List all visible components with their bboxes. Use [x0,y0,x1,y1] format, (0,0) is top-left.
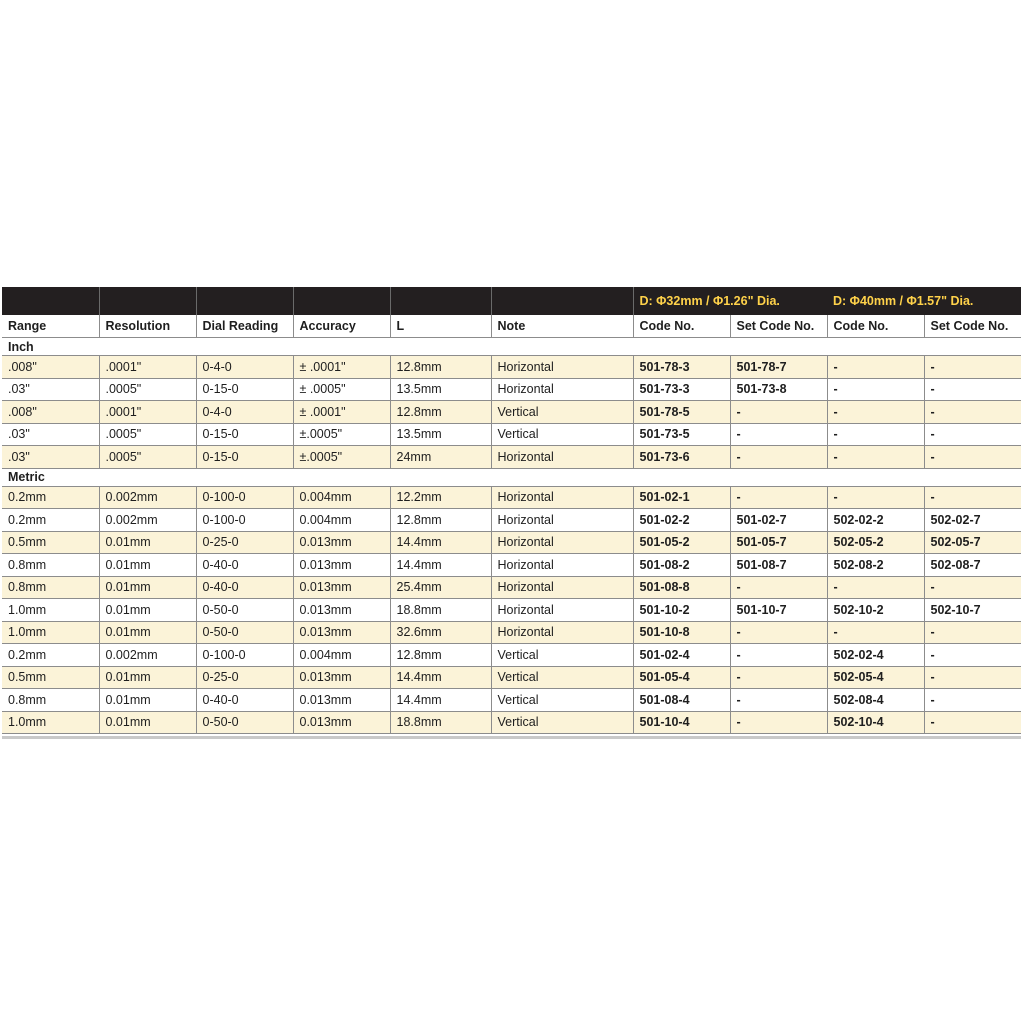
column-header-row [2,315,1021,338]
cell-l: 14.4mm [390,554,491,577]
cell-code-no-32: 501-78-3 [633,356,730,379]
blank-header-cell [491,287,633,315]
cell-note: Vertical [491,401,633,424]
cell-code-no-40: - [827,576,924,599]
cell-code-no-40: 502-10-2 [827,599,924,622]
cell-resolution: 0.01mm [99,711,196,734]
cell-l: 14.4mm [390,531,491,554]
cell-range: .03" [2,446,99,469]
cell-resolution: 0.01mm [99,599,196,622]
cell-l: 12.2mm [390,486,491,509]
cell-range: 0.8mm [2,689,99,712]
cell-code-no-32: 501-02-1 [633,486,730,509]
cell-resolution: 0.01mm [99,576,196,599]
cell-range: .03" [2,423,99,446]
cell-accuracy: ±.0005" [293,423,390,446]
cell-code-no-40: - [827,446,924,469]
cell-set-code-no-40: - [924,401,1021,424]
cell-accuracy: ± .0001" [293,401,390,424]
cell-range: 0.8mm [2,576,99,599]
cell-accuracy: 0.013mm [293,711,390,734]
cell-dial-reading: 0-25-0 [196,531,293,554]
cell-accuracy: 0.013mm [293,576,390,599]
cell-resolution: .0005" [99,446,196,469]
cell-set-code-no-32: - [730,711,827,734]
cell-accuracy: 0.013mm [293,689,390,712]
cell-range: 0.5mm [2,531,99,554]
cell-note: Vertical [491,423,633,446]
spec-table [2,287,1021,734]
cell-code-no-40: 502-05-2 [827,531,924,554]
column-header-set-code-no-32: Set Code No. [730,315,827,338]
cell-set-code-no-32: - [730,423,827,446]
dia-32-header: D: Φ32mm / Φ1.26" Dia. [633,287,827,315]
column-header-code-no-32: Code No. [633,315,730,338]
blank-header-cell [293,287,390,315]
table-row [2,554,1021,577]
table-row [2,401,1021,424]
cell-dial-reading: 0-15-0 [196,446,293,469]
cell-set-code-no-32: - [730,621,827,644]
column-header-range: Range [2,315,99,338]
cell-set-code-no-32: - [730,689,827,712]
cell-resolution: 0.002mm [99,486,196,509]
cell-note: Horizontal [491,531,633,554]
cell-dial-reading: 0-40-0 [196,689,293,712]
table-body [2,338,1021,734]
cell-set-code-no-40: - [924,446,1021,469]
cell-accuracy: ± .0001" [293,356,390,379]
cell-set-code-no-32: - [730,446,827,469]
cell-set-code-no-32: 501-73-8 [730,378,827,401]
cell-dial-reading: 0-50-0 [196,711,293,734]
table-row [2,486,1021,509]
cell-resolution: 0.01mm [99,554,196,577]
cell-dial-reading: 0-40-0 [196,576,293,599]
column-header-resolution: Resolution [99,315,196,338]
cell-set-code-no-32: - [730,576,827,599]
cell-code-no-32: 501-73-6 [633,446,730,469]
cell-accuracy: 0.013mm [293,599,390,622]
cell-resolution: 0.01mm [99,666,196,689]
cell-set-code-no-40: 502-10-7 [924,599,1021,622]
cell-l: 12.8mm [390,509,491,532]
cell-accuracy: 0.004mm [293,486,390,509]
cell-resolution: .0005" [99,378,196,401]
cell-code-no-40: 502-02-4 [827,644,924,667]
cell-range: 1.0mm [2,599,99,622]
cell-note: Horizontal [491,576,633,599]
cell-set-code-no-32: 501-10-7 [730,599,827,622]
cell-accuracy: 0.013mm [293,666,390,689]
cell-set-code-no-40: - [924,621,1021,644]
cell-note: Vertical [491,666,633,689]
cell-code-no-32: 501-08-2 [633,554,730,577]
cell-set-code-no-40: - [924,378,1021,401]
cell-set-code-no-40: 502-08-7 [924,554,1021,577]
column-header-note: Note [491,315,633,338]
cell-set-code-no-40: - [924,711,1021,734]
cell-l: 13.5mm [390,423,491,446]
column-header-code-no-40: Code No. [827,315,924,338]
cell-range: 0.8mm [2,554,99,577]
cell-dial-reading: 0-50-0 [196,599,293,622]
cell-note: Vertical [491,711,633,734]
section-label: Inch [2,338,1021,356]
cell-code-no-32: 501-73-5 [633,423,730,446]
cell-range: 0.2mm [2,644,99,667]
cell-resolution: .0005" [99,423,196,446]
cell-code-no-40: - [827,378,924,401]
cell-set-code-no-32: - [730,644,827,667]
cell-range: 0.5mm [2,666,99,689]
cell-set-code-no-32: 501-08-7 [730,554,827,577]
cell-accuracy: ± .0005" [293,378,390,401]
cell-range: 1.0mm [2,711,99,734]
cell-code-no-40: - [827,621,924,644]
cell-code-no-32: 501-10-2 [633,599,730,622]
cell-resolution: 0.002mm [99,644,196,667]
cell-dial-reading: 0-100-0 [196,486,293,509]
cell-resolution: 0.01mm [99,689,196,712]
column-header-accuracy: Accuracy [293,315,390,338]
cell-set-code-no-32: - [730,486,827,509]
cell-code-no-40: - [827,486,924,509]
cell-accuracy: 0.004mm [293,644,390,667]
cell-code-no-40: 502-05-4 [827,666,924,689]
cell-set-code-no-40: - [924,486,1021,509]
cell-code-no-32: 501-02-2 [633,509,730,532]
column-header-dial-reading: Dial Reading [196,315,293,338]
blank-header-cell [196,287,293,315]
cell-note: Horizontal [491,446,633,469]
table-row [2,644,1021,667]
cell-code-no-32: 501-10-8 [633,621,730,644]
table-row [2,666,1021,689]
cell-set-code-no-40: - [924,666,1021,689]
cell-accuracy: ±.0005" [293,446,390,469]
cell-set-code-no-32: 501-78-7 [730,356,827,379]
cell-dial-reading: 0-4-0 [196,401,293,424]
cell-set-code-no-40: - [924,689,1021,712]
cell-note: Horizontal [491,356,633,379]
cell-range: 0.2mm [2,486,99,509]
cell-range: .008" [2,356,99,379]
cell-code-no-40: 502-02-2 [827,509,924,532]
cell-resolution: .0001" [99,401,196,424]
cell-dial-reading: 0-50-0 [196,621,293,644]
cell-code-no-40: - [827,423,924,446]
cell-dial-reading: 0-15-0 [196,378,293,401]
table-row [2,531,1021,554]
cell-set-code-no-40: - [924,644,1021,667]
cell-l: 13.5mm [390,378,491,401]
cell-code-no-32: 501-05-2 [633,531,730,554]
cell-code-no-40: 502-08-4 [827,689,924,712]
cell-l: 12.8mm [390,401,491,424]
cell-set-code-no-32: - [730,666,827,689]
cell-code-no-32: 501-08-4 [633,689,730,712]
cell-range: .008" [2,401,99,424]
table-row [2,356,1021,379]
table-row [2,599,1021,622]
cell-code-no-40: - [827,401,924,424]
column-header-l: L [390,315,491,338]
cell-range: .03" [2,378,99,401]
table-row [2,446,1021,469]
cell-note: Horizontal [491,621,633,644]
cell-l: 14.4mm [390,666,491,689]
cell-resolution: .0001" [99,356,196,379]
table-top-header [2,287,1021,315]
cell-accuracy: 0.013mm [293,531,390,554]
table-row [2,423,1021,446]
cell-l: 14.4mm [390,689,491,712]
cell-l: 18.8mm [390,711,491,734]
table-bottom-rule [2,736,1021,739]
cell-dial-reading: 0-100-0 [196,644,293,667]
cell-code-no-40: 502-08-2 [827,554,924,577]
cell-note: Horizontal [491,554,633,577]
cell-dial-reading: 0-40-0 [196,554,293,577]
cell-l: 24mm [390,446,491,469]
cell-note: Vertical [491,689,633,712]
column-header-set-code-no-40: Set Code No. [924,315,1021,338]
blank-header-cell [99,287,196,315]
cell-code-no-32: 501-73-3 [633,378,730,401]
cell-accuracy: 0.013mm [293,554,390,577]
cell-set-code-no-40: - [924,356,1021,379]
cell-note: Horizontal [491,599,633,622]
table-row [2,621,1021,644]
cell-set-code-no-32: 501-02-7 [730,509,827,532]
cell-code-no-32: 501-10-4 [633,711,730,734]
table-row [2,689,1021,712]
cell-l: 12.8mm [390,356,491,379]
blank-header-cell [390,287,491,315]
cell-code-no-32: 501-05-4 [633,666,730,689]
cell-note: Horizontal [491,378,633,401]
cell-set-code-no-40: 502-05-7 [924,531,1021,554]
cell-dial-reading: 0-100-0 [196,509,293,532]
section-row [2,338,1021,356]
cell-range: 1.0mm [2,621,99,644]
cell-code-no-32: 501-02-4 [633,644,730,667]
section-label: Metric [2,468,1021,486]
cell-set-code-no-40: - [924,576,1021,599]
cell-l: 18.8mm [390,599,491,622]
cell-range: 0.2mm [2,509,99,532]
section-row [2,468,1021,486]
cell-set-code-no-40: - [924,423,1021,446]
cell-resolution: 0.002mm [99,509,196,532]
cell-code-no-32: 501-08-8 [633,576,730,599]
cell-accuracy: 0.004mm [293,509,390,532]
cell-note: Horizontal [491,509,633,532]
cell-note: Horizontal [491,486,633,509]
cell-resolution: 0.01mm [99,531,196,554]
cell-dial-reading: 0-15-0 [196,423,293,446]
cell-set-code-no-40: 502-02-7 [924,509,1021,532]
cell-l: 25.4mm [390,576,491,599]
cell-resolution: 0.01mm [99,621,196,644]
cell-l: 32.6mm [390,621,491,644]
table-row [2,711,1021,734]
cell-dial-reading: 0-4-0 [196,356,293,379]
table-row [2,509,1021,532]
cell-code-no-40: 502-10-4 [827,711,924,734]
cell-set-code-no-32: - [730,401,827,424]
blank-header-cell [2,287,99,315]
table-row [2,576,1021,599]
cell-code-no-32: 501-78-5 [633,401,730,424]
dia-40-header: D: Φ40mm / Φ1.57" Dia. [827,287,1021,315]
cell-accuracy: 0.013mm [293,621,390,644]
cell-set-code-no-32: 501-05-7 [730,531,827,554]
cell-note: Vertical [491,644,633,667]
cell-dial-reading: 0-25-0 [196,666,293,689]
table-row [2,378,1021,401]
cell-l: 12.8mm [390,644,491,667]
cell-code-no-40: - [827,356,924,379]
